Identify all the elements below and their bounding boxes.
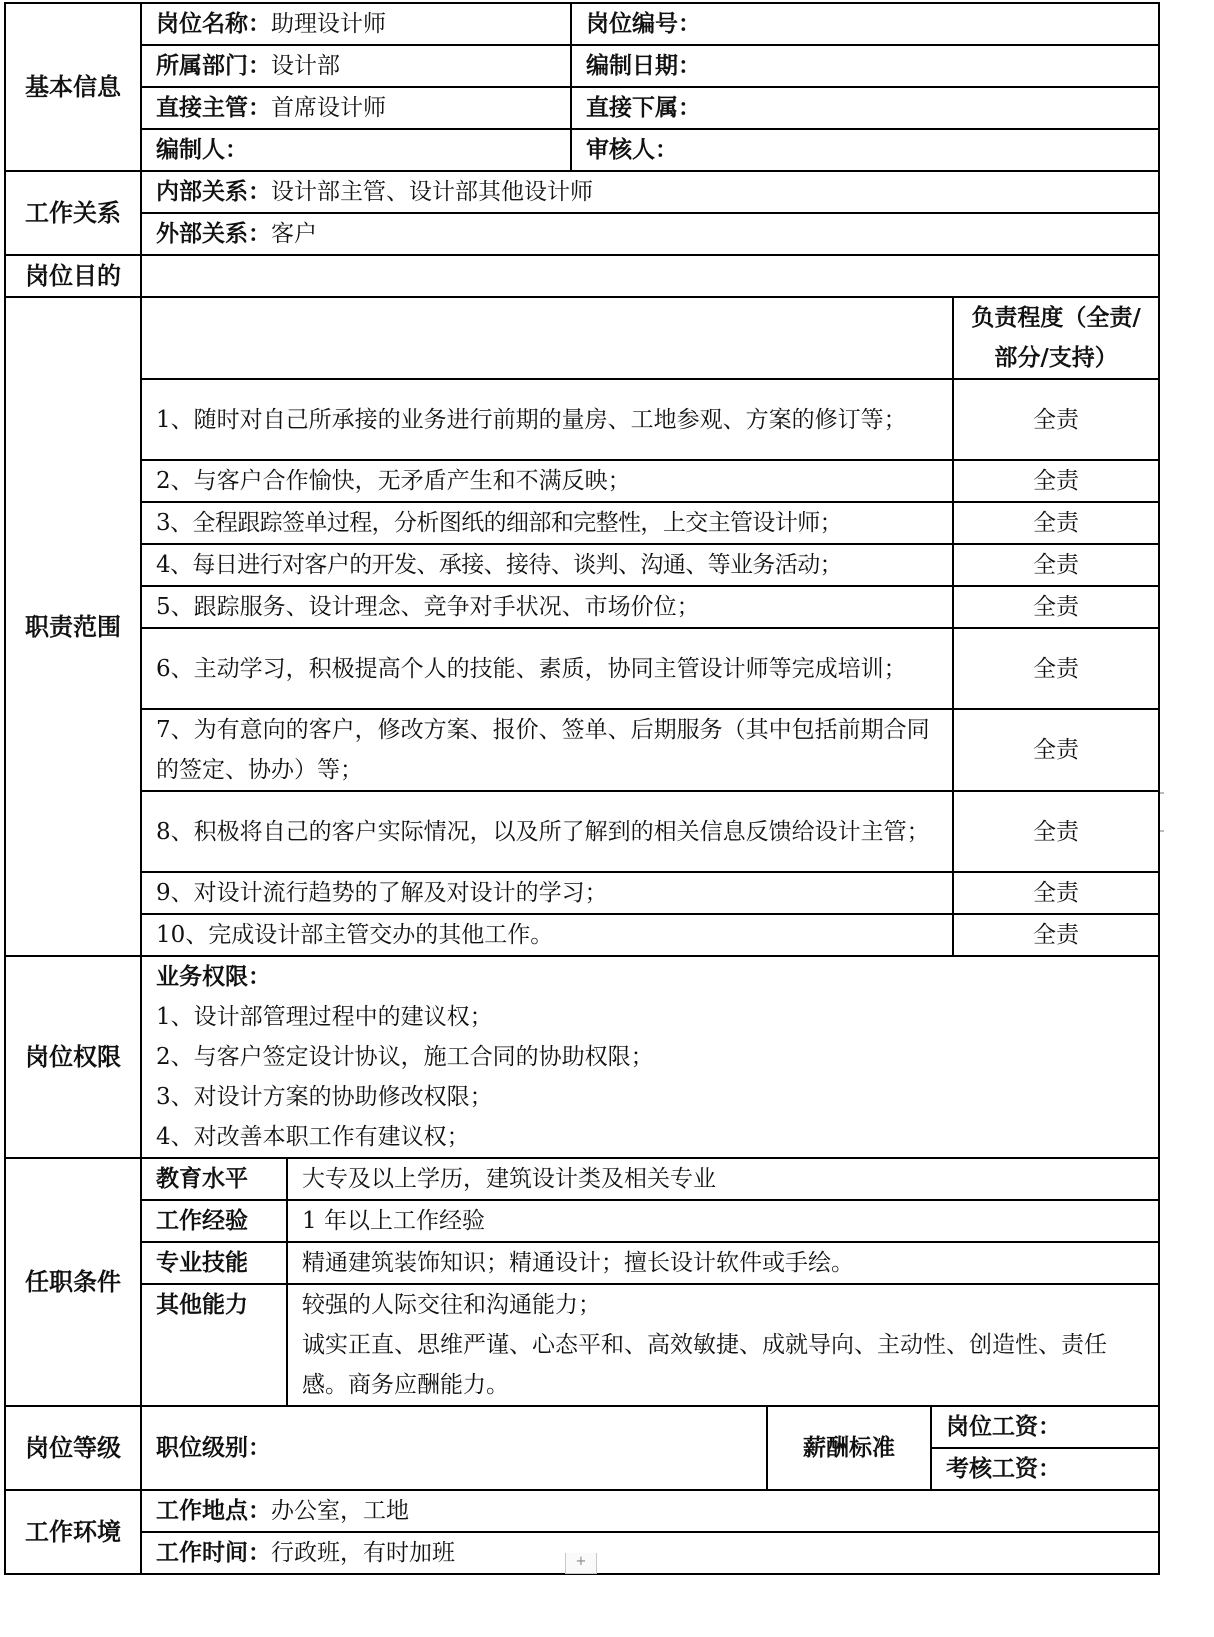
- section-label-qualifications: 任职条件: [5, 1158, 141, 1406]
- job-description-table: [4, 2, 1160, 1575]
- add-table-row-button[interactable]: +: [565, 1553, 597, 1574]
- section-label-environment: 工作环境: [5, 1490, 141, 1574]
- field-label: 岗位名称：: [156, 11, 271, 37]
- authority-item: 2、与客户签定设计协议，施工合同的协助权限；: [156, 1044, 654, 1070]
- duty-row: [5, 791, 1159, 872]
- qualification-value: 精通建筑装饰知识；精通设计；擅长设计软件或手绘。: [287, 1242, 1159, 1284]
- authority-item: 1、设计部管理过程中的建议权；: [156, 1004, 493, 1030]
- duty-row: [5, 586, 1159, 628]
- authority-item: 4、对改善本职工作有建议权；: [156, 1124, 470, 1150]
- grade-row: [5, 1406, 1159, 1448]
- duties-header-blank: [141, 297, 953, 379]
- authority-title: 业务权限：: [156, 964, 271, 990]
- external-relations-cell: [141, 213, 1159, 255]
- assessment-wage-cell: 考核工资：: [931, 1448, 1159, 1490]
- field-label: 编制人：: [156, 137, 248, 163]
- section-label-grade: 岗位等级: [5, 1406, 141, 1490]
- duty-text: 7、为有意向的客户，修改方案、报价、签单、后期服务（其中包括前期合同的签定、协办）等；: [141, 709, 953, 791]
- qualification-label: 其他能力: [141, 1284, 287, 1406]
- duty-degree: 全责: [953, 872, 1159, 914]
- qualification-value: 1 年以上工作经验: [287, 1200, 1159, 1242]
- duty-text: 4、每日进行对客户的开发、承接、接待、谈判、沟通、等业务活动；: [141, 544, 953, 586]
- qualification-value: [287, 1284, 1159, 1406]
- duty-row: [5, 379, 1159, 460]
- authority-item: 3、对设计方案的协助修改权限；: [156, 1084, 493, 1110]
- qualification-line: 较强的人际交往和沟通能力；: [302, 1292, 601, 1318]
- work-relations-row: [5, 171, 1159, 213]
- field-label: 工作地点：: [156, 1498, 271, 1524]
- field-label: 直接下属：: [586, 95, 702, 121]
- external-relations-value: 客户: [271, 221, 317, 247]
- duty-degree: 全责: [953, 709, 1159, 791]
- purpose-row: [5, 255, 1159, 297]
- compile-date-cell: [571, 45, 1159, 87]
- field-label: 内部关系：: [156, 179, 271, 205]
- duty-text: 3、全程跟踪签单过程，分析图纸的细部和完整性，上交主管设计师；: [141, 502, 953, 544]
- qualification-row: [5, 1200, 1159, 1242]
- post-wage-cell: 岗位工资：: [931, 1406, 1159, 1448]
- duty-text: 5、跟踪服务、设计理念、竞争对手状况、市场价位；: [141, 586, 953, 628]
- duty-degree: 全责: [953, 791, 1159, 872]
- job-code-cell: [571, 3, 1159, 45]
- duty-degree: 全责: [953, 914, 1159, 956]
- degree-header: 负责程度（全责/部分/支持）: [953, 297, 1159, 379]
- field-label: 直接主管：: [156, 95, 271, 121]
- job-level-cell: 职位级别：: [141, 1406, 767, 1490]
- qualification-row: [5, 1242, 1159, 1284]
- duty-text: 1、随时对自己所承接的业务进行前期的量房、工地参观、方案的修订等；: [141, 379, 953, 460]
- compiler-cell: [141, 129, 571, 171]
- section-label-purpose: 岗位目的: [5, 255, 141, 297]
- duty-degree: 全责: [953, 586, 1159, 628]
- purpose-value: [141, 255, 1159, 297]
- section-label-basic-info: 基本信息: [5, 3, 141, 171]
- authority-row: [5, 956, 1159, 1158]
- qualification-value: 大专及以上学历，建筑设计类及相关专业: [287, 1158, 1159, 1200]
- duty-row: [5, 914, 1159, 956]
- supervisor-cell: [141, 87, 571, 129]
- duty-row: [5, 502, 1159, 544]
- duty-text: 8、积极将自己的客户实际情况，以及所了解到的相关信息反馈给设计主管；: [141, 791, 953, 872]
- basic-info-row: [5, 45, 1159, 87]
- basic-info-row: [5, 3, 1159, 45]
- duty-degree: 全责: [953, 628, 1159, 709]
- qualification-row: [5, 1158, 1159, 1200]
- work-time-cell: [141, 1532, 1159, 1574]
- qualification-label: 专业技能: [141, 1242, 287, 1284]
- duty-text: 9、对设计流行趋势的了解及对设计的学习；: [141, 872, 953, 914]
- duty-text: 6、主动学习，积极提高个人的技能、素质，协同主管设计师等完成培训；: [141, 628, 953, 709]
- authority-cell: [141, 956, 1159, 1158]
- department-value: 设计部: [271, 53, 340, 79]
- salary-standard-label: 薪酬标准: [767, 1406, 931, 1490]
- supervisor-value: 首席设计师: [271, 95, 386, 121]
- work-location-value: 办公室，工地: [271, 1498, 409, 1524]
- duty-text: 10、完成设计部主管交办的其他工作。: [141, 914, 953, 956]
- internal-relations-cell: [141, 171, 1159, 213]
- reviewer-cell: [571, 129, 1159, 171]
- field-label: 编制日期：: [586, 53, 702, 79]
- duty-degree: 全责: [953, 544, 1159, 586]
- duty-row: [5, 544, 1159, 586]
- work-location-cell: [141, 1490, 1159, 1532]
- department-cell: [141, 45, 571, 87]
- basic-info-row: [5, 87, 1159, 129]
- duty-text: 2、与客户合作愉快，无矛盾产生和不满反映；: [141, 460, 953, 502]
- qualification-label: 教育水平: [141, 1158, 287, 1200]
- duty-row: [5, 628, 1159, 709]
- duties-header-row: [5, 297, 1159, 379]
- subordinate-cell: [571, 87, 1159, 129]
- work-time-value: 行政班，有时加班: [271, 1540, 455, 1566]
- field-label: 岗位编号：: [586, 11, 702, 37]
- field-label: 所属部门：: [156, 53, 271, 79]
- job-title-value: 助理设计师: [271, 11, 386, 37]
- duty-row: [5, 709, 1159, 791]
- environment-row: [5, 1490, 1159, 1532]
- job-description-document: [4, 2, 1158, 1575]
- duty-degree: 全责: [953, 379, 1159, 460]
- table-resize-handle[interactable]: [1160, 792, 1164, 832]
- work-relations-row: [5, 213, 1159, 255]
- basic-info-row: [5, 129, 1159, 171]
- field-label: 工作时间：: [156, 1540, 271, 1566]
- field-label: 审核人：: [586, 137, 679, 163]
- section-label-authority: 岗位权限: [5, 956, 141, 1158]
- qualification-line: 诚实正直、思维严谨、心态平和、高效敏捷、成就导向、主动性、创造性、责任感。商务应酬能力。: [302, 1332, 1107, 1398]
- section-label-work-relations: 工作关系: [5, 171, 141, 255]
- duty-degree: 全责: [953, 502, 1159, 544]
- duty-row: [5, 872, 1159, 914]
- duty-degree: 全责: [953, 460, 1159, 502]
- qualification-row: [5, 1284, 1159, 1406]
- qualification-label: 工作经验: [141, 1200, 287, 1242]
- field-label: 外部关系：: [156, 221, 271, 247]
- internal-relations-value: 设计部主管、设计部其他设计师: [271, 179, 593, 205]
- job-title-cell: [141, 3, 571, 45]
- section-label-duties: 职责范围: [5, 297, 141, 956]
- duty-row: [5, 460, 1159, 502]
